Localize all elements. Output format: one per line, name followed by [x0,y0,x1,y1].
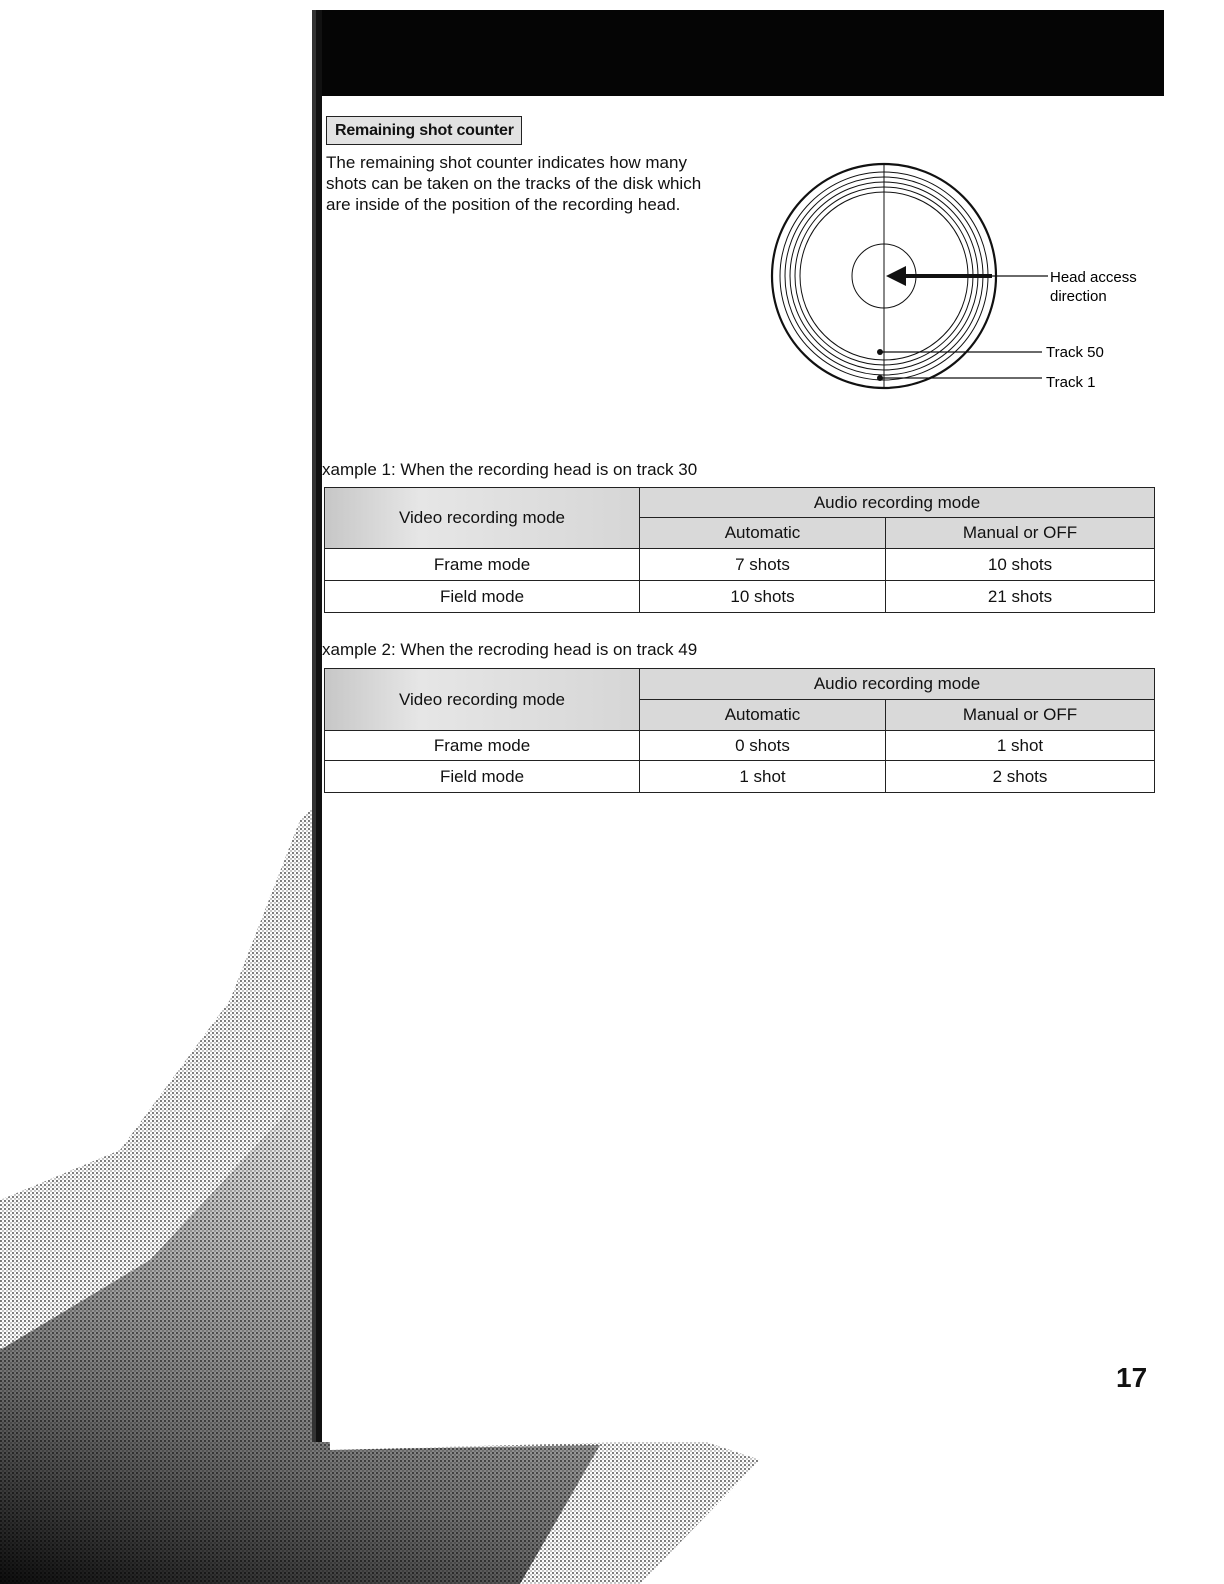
automatic-header: Automatic [640,518,886,549]
track-50-label: Track 50 [1046,344,1104,361]
arrow-head-icon [886,266,906,286]
automatic-cell: 0 shots [640,731,886,761]
track-1-label: Track 1 [1046,374,1096,391]
automatic-header: Automatic [640,700,886,731]
automatic-cell: 1 shot [640,761,886,793]
example-2-table [324,668,1155,793]
table-row [325,761,1155,793]
manual-header: Manual or OFF [886,700,1155,731]
mode-cell: Field mode [325,761,640,793]
section-label: Remaining shot counter [326,116,522,145]
table-row [325,581,1155,613]
automatic-cell: 10 shots [640,581,886,613]
video-mode-header: Video recording mode [325,669,640,731]
mode-cell: Frame mode [325,731,640,761]
video-mode-header: Video recording mode [325,488,640,549]
intro-paragraph: The remaining shot counter indicates how many shots can be taken on the tracks of the disk which are inside of the position of the recording head. [326,153,702,214]
mode-cell: Frame mode [325,549,640,581]
manual-cell: 21 shots [886,581,1155,613]
audio-mode-header: Audio recording mode [640,488,1155,518]
example-1-table [324,487,1155,613]
page-number: 17 [1116,1362,1148,1393]
header-bar [322,10,1164,96]
automatic-cell: 7 shots [640,549,886,581]
disk-diagram [762,158,1152,398]
manual-cell: 1 shot [886,731,1155,761]
manual-page [316,10,1164,1442]
mode-cell: Field mode [325,581,640,613]
manual-cell: 2 shots [886,761,1155,793]
head-access-label-1: Head access [1050,269,1137,286]
manual-header: Manual or OFF [886,518,1155,549]
example-2-title: xample 2: When the recroding head is on track 49 [322,640,698,659]
table-row [325,731,1155,761]
audio-mode-header: Audio recording mode [640,669,1155,700]
table-row [325,549,1155,581]
head-access-label-2: direction [1050,288,1107,305]
example-1-title: xample 1: When the recording head is on track 30 [322,460,698,479]
manual-cell: 10 shots [886,549,1155,581]
